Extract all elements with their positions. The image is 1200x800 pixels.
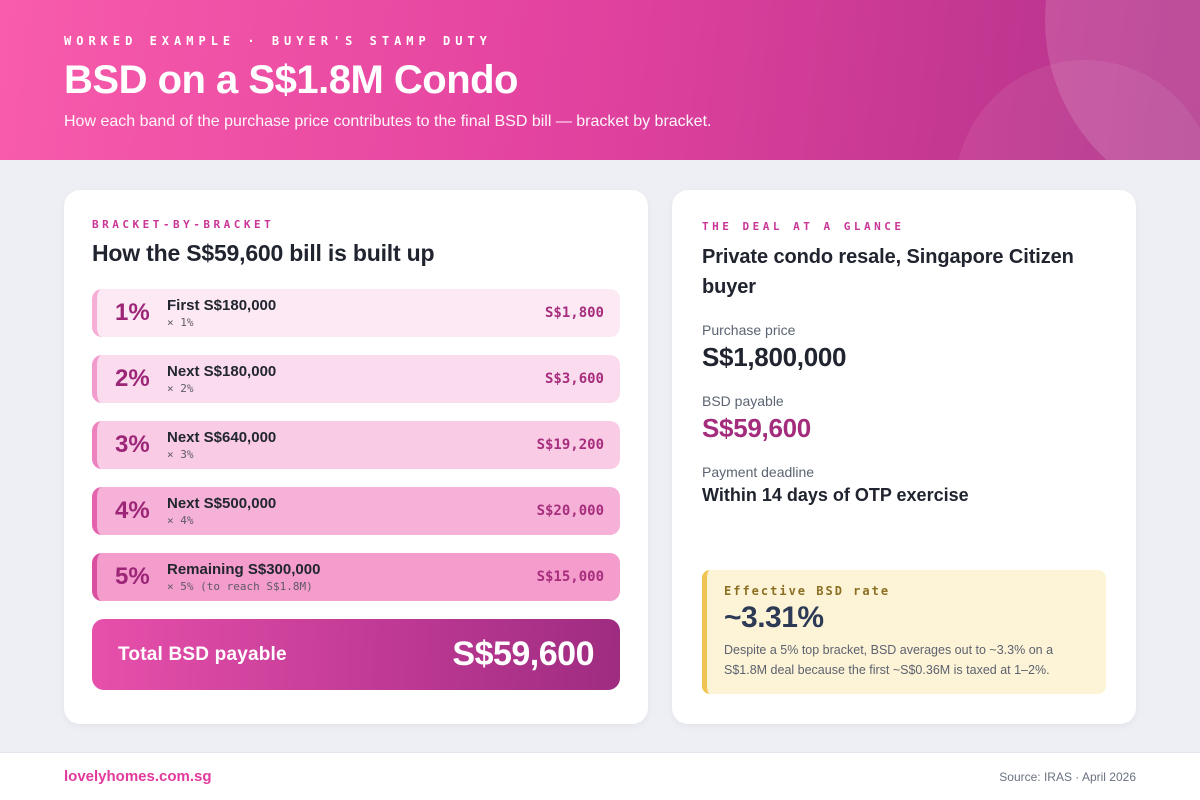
- purchase-price-value: S$1,800,000: [702, 342, 847, 372]
- purchase-price-fact: [702, 322, 1106, 373]
- bracket-calc: × 5% (to reach S$1.8M): [167, 580, 313, 593]
- bracket-calc: × 3%: [167, 448, 194, 461]
- total-amount: S$59,600: [452, 635, 594, 673]
- source-attribution: Source: IRAS · April 2026: [999, 769, 1136, 784]
- brand-link[interactable]: lovelyhomes.com.sg: [64, 768, 212, 785]
- header-banner: [0, 0, 1200, 160]
- bracket-band: Next S$500,000: [167, 495, 277, 512]
- bracket-rate: 2%: [115, 365, 150, 392]
- effective-rate-callout: [702, 570, 1106, 694]
- payment-deadline-label: Payment deadline: [702, 464, 815, 480]
- bracket-band: Next S$180,000: [167, 363, 277, 380]
- bracket-amount: S$20,000: [536, 503, 604, 519]
- bsd-payable-label: BSD payable: [702, 393, 784, 409]
- purchase-price-label: Purchase price: [702, 322, 796, 338]
- total-bar: [92, 619, 620, 690]
- payment-deadline-value: Within 14 days of OTP exercise: [702, 485, 969, 505]
- bracket-rows: [92, 289, 620, 601]
- bracket-calc: × 2%: [167, 382, 194, 395]
- effective-rate-label: Effective BSD rate: [724, 584, 891, 599]
- bsd-payable-fact: [702, 393, 1106, 444]
- bracket-row: [92, 553, 620, 601]
- bracket-band: Remaining S$300,000: [167, 561, 321, 578]
- bracket-row: [92, 289, 620, 337]
- bracket-calc: × 4%: [167, 514, 194, 527]
- bracket-rate: 4%: [115, 497, 150, 524]
- page-subtitle: How each band of the purchase price contributes to the final BSD bill — bracket by bracket.: [64, 113, 712, 130]
- breakdown-heading: How the S$59,600 bill is built up: [92, 240, 435, 266]
- deal-eyebrow: THE DEAL AT A GLANCE: [702, 220, 905, 233]
- bracket-band: First S$180,000: [167, 297, 277, 314]
- bracket-band: Next S$640,000: [167, 429, 277, 446]
- bracket-calc: × 1%: [167, 316, 194, 329]
- deal-card: [672, 190, 1136, 724]
- bracket-row: [92, 355, 620, 403]
- breakdown-card: [64, 190, 648, 724]
- bracket-amount: S$1,800: [544, 305, 604, 321]
- breakdown-eyebrow: BRACKET-BY-BRACKET: [92, 218, 275, 231]
- deal-heading: Private condo resale, Singapore Citizen buyer: [702, 246, 1074, 298]
- payment-deadline-fact: [702, 464, 1106, 506]
- effective-rate-value: ~3.31%: [724, 601, 824, 635]
- bracket-row: [92, 421, 620, 469]
- page-title: BSD on a S$1.8M Condo: [64, 58, 518, 102]
- main-content: [0, 160, 1200, 724]
- bsd-payable-value: S$59,600: [702, 413, 811, 443]
- footer-bar: [0, 752, 1200, 800]
- header-eyebrow: WORKED EXAMPLE · BUYER'S STAMP DUTY: [64, 34, 492, 48]
- bracket-amount: S$15,000: [536, 569, 604, 585]
- effective-rate-note: Despite a 5% top bracket, BSD averages out to ~3.3% on a S$1.8M deal because the first ~S$0.36M is taxed at 1–2%.: [724, 643, 1054, 677]
- bracket-rate: 5%: [115, 563, 150, 590]
- bracket-amount: S$19,200: [536, 437, 604, 453]
- bracket-rate: 3%: [115, 431, 150, 458]
- bracket-amount: S$3,600: [544, 371, 604, 387]
- bracket-row: [92, 487, 620, 535]
- total-label: Total BSD payable: [118, 643, 287, 665]
- bracket-rate: 1%: [115, 299, 150, 326]
